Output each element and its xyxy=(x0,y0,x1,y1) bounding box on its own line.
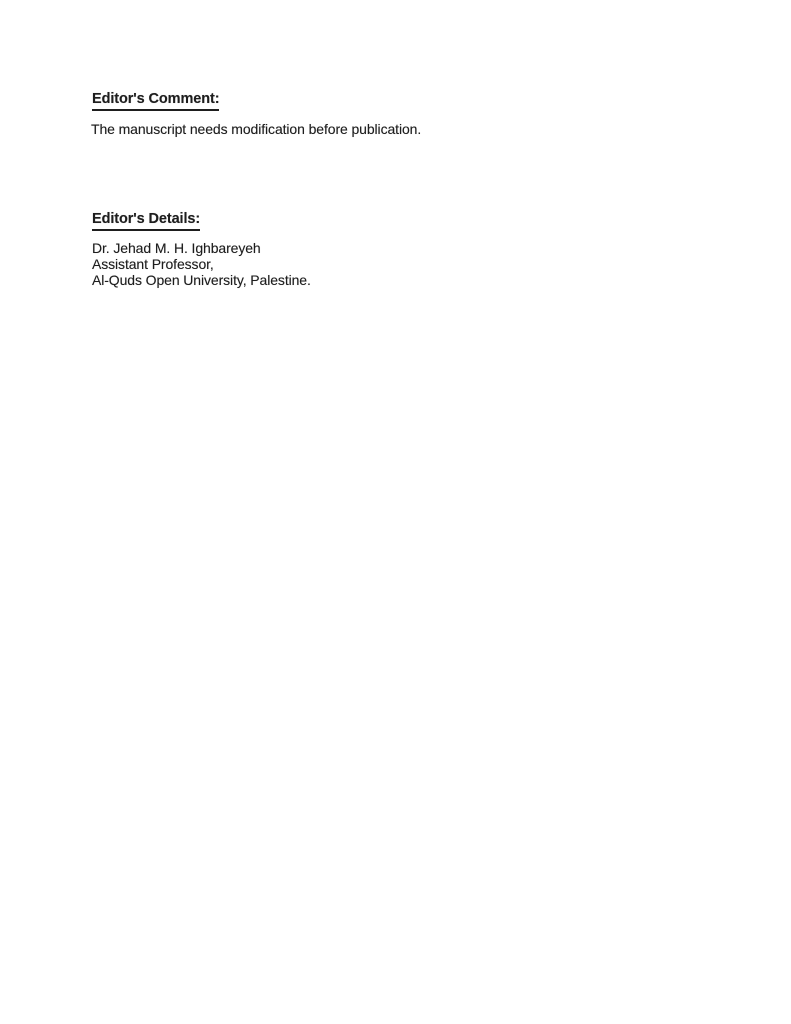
editor-job-title: Assistant Professor, xyxy=(92,256,214,272)
editor-details-block xyxy=(92,240,311,288)
editor-name: Dr. Jehad M. H. Ighbareyeh xyxy=(92,240,261,256)
editor-affiliation: Al-Quds Open University, Palestine. xyxy=(92,272,311,288)
editors-comment-heading: Editor's Comment: xyxy=(92,92,219,111)
editors-comment-body: The manuscript needs modification before publication. xyxy=(91,121,422,137)
editors-details-heading: Editor's Details: xyxy=(92,212,200,231)
